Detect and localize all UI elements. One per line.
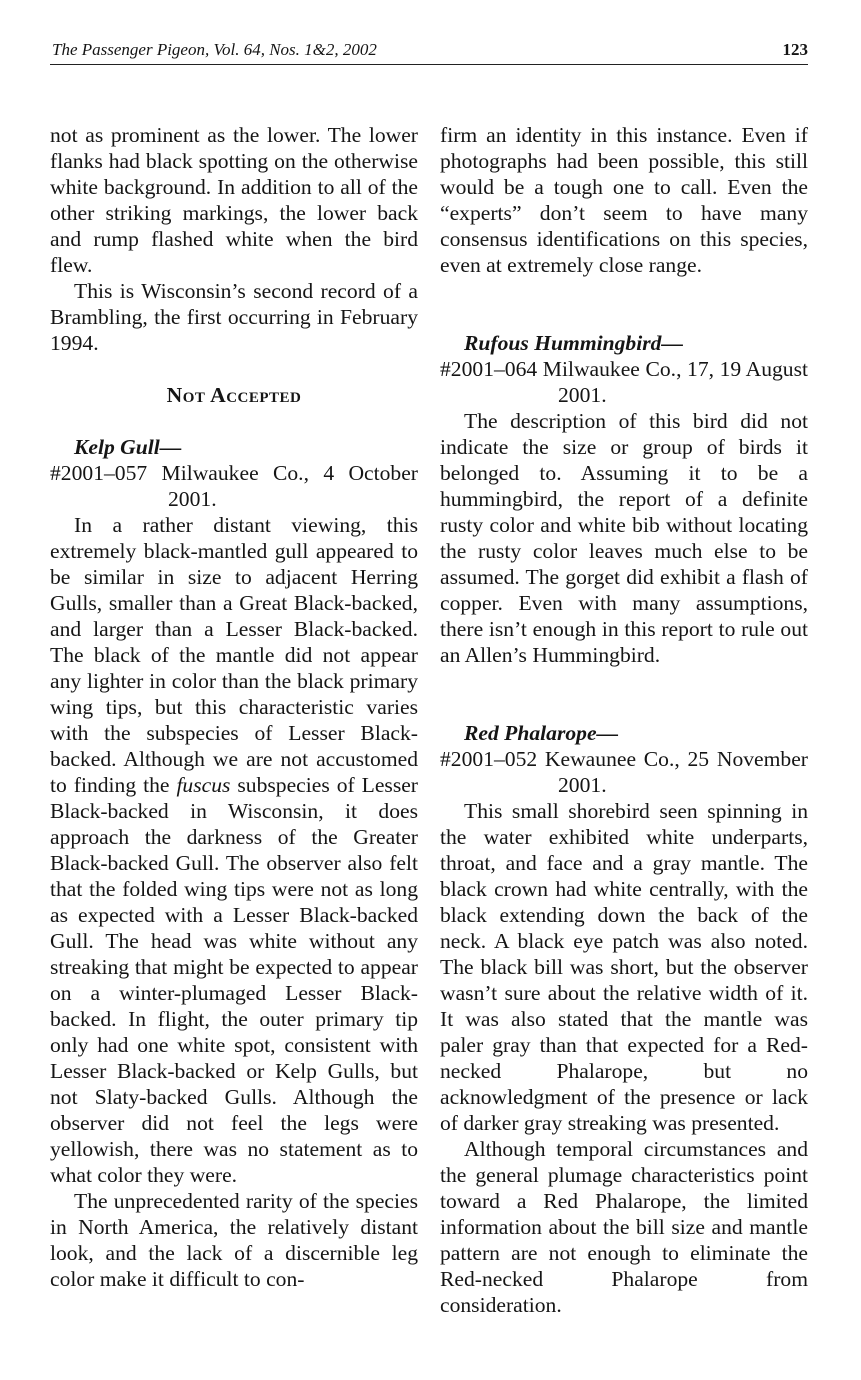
paragraph: This is Wisconsin’s second record of a Brambling, the first occurring in February 1994.	[50, 279, 418, 355]
left-column	[50, 122, 418, 1292]
paragraph: not as prominent as the lower. The lower flanks had black spotting on the otherwise white background. In addition to all of the other striking markings, the lower back and rump flashed white when the bird flew.	[50, 123, 418, 277]
page-number: 123	[782, 40, 808, 59]
paragraph-text: In a rather distant viewing, this extremely black-mantled gull appeared to be similar in size to adjacent Herring Gulls, smaller than a Great Black-backed, and larger than a Lesser Black-backed. The black of the mantle did not appear any lighter in color than the black primary wing tips, but this characteristic varies with the subspecies of Lesser Black-backed. Although we are not accustomed to finding the	[50, 513, 418, 797]
paragraph	[50, 512, 418, 1188]
paragraph: The unprecedented rarity of the species in North America, the relatively distant look, and the lack of a discernible leg color make it difficult to con-	[50, 1189, 418, 1291]
species-name: Kelp Gull—	[74, 435, 182, 459]
record-line: #2001–064 Milwaukee Co., 17, 19 August 2001.	[440, 357, 808, 407]
running-header	[50, 38, 808, 65]
spacer	[440, 278, 808, 330]
record-line: #2001–052 Kewaunee Co., 25 November 2001.	[440, 747, 808, 797]
italic-term: fuscus	[176, 773, 231, 797]
journal-title: The Passenger Pigeon, Vol. 64, Nos. 1&2, 2002	[52, 40, 377, 59]
paragraph-text: subspecies of Lesser Black-backed in Wisconsin, it does approach the darkness of the Greater Black-backed Gull. The observer also felt that the folded wing tips were not as long as expected with a Lesser Black-backed Gull. The head was white without any streaking that might be expected to appear on a winter-plumaged Lesser Black-backed. In flight, the outer primary tip only had one white spot, consistent with Lesser Black-backed or Kelp Gulls, but not Slaty-backed Gulls. Although the observer did not feel the legs were yellowish, there was no statement as to what color they were.	[50, 773, 418, 1187]
paragraph: Although temporal circumstances and the general plumage characteristics point toward a Red Phalarope, the limited information about the bill size and mantle pattern are not enough to eliminate the Red-necked Phalarope from consideration.	[440, 1137, 808, 1317]
paragraph: firm an identity in this instance. Even if photographs had been possible, this still would be a tough one to call. Even the “experts” don’t seem to have many consensus identifications on this species, even at extremely close range.	[440, 123, 808, 277]
section-heading: Not Accepted	[166, 383, 302, 407]
species-name: Red Phalarope—	[464, 721, 619, 745]
paragraph: This small shorebird seen spinning in the water exhibited white underparts, throat, and face and a gray mantle. The black crown had white centrally, with the black extending down the back of the neck. A black eye patch was also noted. The black bill was short, but the observer wasn’t sure about the relative width of it. It was also stated that the mantle was paler gray than that expected for a Red-necked Phalarope, but no acknowledgment of the presence or lack of darker gray streaking was presented.	[440, 799, 808, 1135]
spacer	[440, 668, 808, 720]
paragraph: The description of this bird did not indicate the size or group of birds it belonged to. Assuming it to be a hummingbird, the report of a definite rusty color and white bib without locating the rusty color leaves much else to be assumed. The gorget did exhibit a flash of copper. Even with many assumptions, there isn’t enough in this report to rule out an Allen’s Hummingbird.	[440, 409, 808, 667]
right-column	[440, 122, 808, 1318]
record-line: #2001–057 Milwaukee Co., 4 October 2001.	[50, 461, 418, 511]
species-name: Rufous Hummingbird—	[464, 331, 684, 355]
